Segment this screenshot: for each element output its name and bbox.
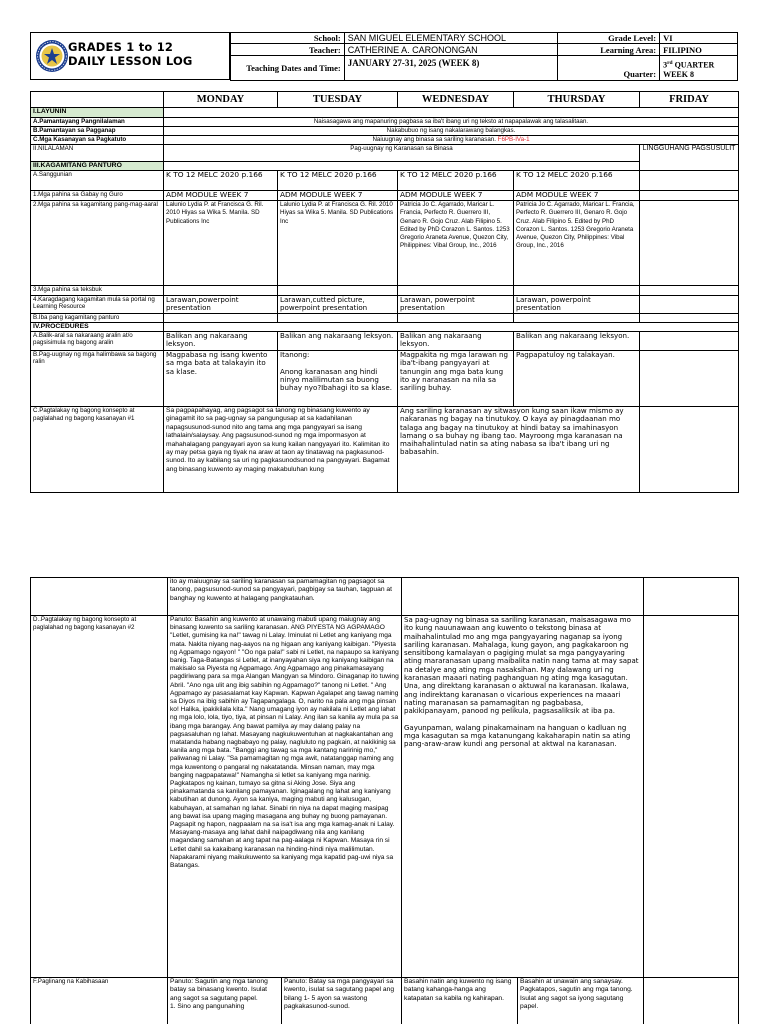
row-label-teksbuk: 3.Mga pahina sa teksbuk: [31, 286, 164, 296]
row-label-iba-pang-kagamitan: B.Iba pang kagamitang panturo: [31, 314, 164, 323]
row-label-pamantayang-pangnilalaman: A.Pamantayang Pangnilalaman: [31, 118, 164, 127]
teksbuk-friday: [640, 286, 739, 296]
sanggunian-thursday: K TO 12 MELC 2020 p.166: [514, 171, 640, 191]
pagtalakay-1-friday: [640, 407, 739, 493]
kasanayan-main: Naiuugnay ang binasa sa sariling karanasan.: [372, 136, 496, 143]
nilalaman-text: Pag-uugnay ng Karanasan sa Binasa: [164, 145, 640, 162]
day-monday: MONDAY: [164, 92, 278, 108]
school-label: School:: [231, 33, 345, 44]
balik-wednesday: Balikan ang nakaraang leksyon.: [398, 332, 514, 351]
sanggunian-wednesday: K TO 12 MELC 2020 p.166: [398, 171, 514, 191]
pagtalakay-2-friday: [644, 616, 739, 978]
kagamitan-friday: [640, 201, 739, 286]
pagtalakay-2-monday-tuesday: Panuto: Basahin ang kuwento at unawaing mabuti upang maiugnay ang binasang kuwento sa sariling karanasan. ANG PIYESTA NG AGPAMAGO "Letlet, gumising ka na!" tawag ni Lalay. Iminulat ni Letlet ang kaniyang mga mata. Nakita niyang nag-aayos na ng higaan ang kaniyang kaibigan. "Piyesta ng Agpamago ngayon! " "Oo nga pala!" sabi ni Letlet, na napaupo sa kaniyang banig. Taga-Batangas si Letlet, at inanyayahan siya ng kaniyang kaibigan na makisalo sa Piyesta ng Agpamago. Ang Agpamago ang pinakamasayang pagdiriwang para sa mga Alangan Mangyan sa Mindoro. Ginaganap ito tuwing Abril. "Ano nga ulit ang ibig sabihin ng Agpamago?" tanong ni Letlet. " Ang Agpamago ay pasasalamat kay Kapwan. Kapwan Agalapet ang tawag naming sa Diyos na ibig sabihin ay Tagapangalaga. O, narito na pala ang mga pinsan ko! Halika, ipakikilala kita." Nang umagang iyon ay nakilala ni Letlet ang lahat ng mga lolo, lola, tiyo, tiya, at pinsan ni Lalay. Ang ilan sa kanila ay mula pa sa ibang mga barangay. Ang bawat pamilya ay may dalang palay na pagsasaluhan ng lahat. Masayang nagkukuwentuhan at nagkakantahan ang matatanda habang nagbabayo ng palay, nagluluto ng pagkain, at nakikinig sa kanila ang mga bata. "Banggi ang tawag sa mga kantang naririnig mo," paliwanag ni Lalay. "Sa pamamagitan ng mga awit, natatanggap naming ang mga kuwentong o pangaral ng nakatatanda. Minsan naman, may mga banging nagpapatawa!" Namangha si letlet sa kaniyang mga narinig. Pagkatapos ng kainan, tumayo sa gitna si Aking Jose. Siya ang pinakamatanda sa kanilang pamayanan. Iginagalang ng lahat ang kaniyang kabutihan at dunong. Ayon sa kaniya, maging mabuti ang kalusugan, kabuhayan, at samahan ng lahat. Sinabi rin niya na dapat maging masipag ang bawat isa upang maging masagana ang buhay ng buong pamayanan. Pagsapit ng hapon, nagpaalam na sa isa't isa ang mga kamag-anak ni Lalay. Masayang-masaya ang lahat dahil naipagdiwang nila ang kanilang magandang samahan at ang tapat na pag-aalaga ni Kapwan. Masaya rin si Letlet dahil sa kakaibang karanasan na hinding-hindi niya malilimutan. Napakarami niyang maikukuwento sa kaniyang mga kapatid pag-uwi niya sa Batangas.: [168, 616, 402, 978]
procedures-blank: [164, 323, 739, 332]
teksbuk-wednesday: [398, 286, 514, 296]
sanggunian-tuesday: K TO 12 MELC 2020 p.166: [278, 171, 398, 191]
dates-label: Teaching Dates and Time:: [231, 56, 345, 81]
continued-wednesday-thursday: [402, 578, 644, 616]
sanggunian-friday: [640, 171, 739, 191]
header: [30, 32, 738, 80]
pagtalakay-2-para-2: Gayunpaman, walang pinakamainam na hanguan o kadluan ng mga kasagutan sa mga katanungang kakaharapin natin sa ating pang-araw-araw kundi ang personal at aktwal na karanasan.: [404, 723, 631, 749]
teksbuk-monday: [164, 286, 278, 296]
teacher-value: CATHERINE A. CARONONGAN: [344, 44, 558, 56]
header-info-table: [230, 32, 738, 81]
teksbuk-tuesday: [278, 286, 398, 296]
row-label-sanggunian: A.Sanggunian: [31, 171, 164, 191]
balik-tuesday: Balikan ang nakaraang leksyon.: [278, 332, 398, 351]
logo-box: [30, 32, 230, 80]
learning-area-label: Learning Area:: [558, 44, 660, 56]
pag-uugnay-friday: [640, 351, 739, 407]
layunin-blank: [164, 108, 739, 118]
row-label-pagtalakay-1: C.Pagtalakay ng bagong konsepto at paglalahad ng bagong kasanayan #1: [31, 407, 164, 493]
kagamitan-wednesday: Patricia Jo C. Agarrado, Maricar L. Francia, Perfecto R. Guerrero III, Genaro R. Gojo Cruz. Alab Filipino 5. Edited by PhD Corazon L. Santos. 1253 Gregorio Araneta Avenue, Quezon City, Philippines: Vibal Group, Inc., 2016: [398, 201, 514, 286]
iba-tuesday: [278, 314, 398, 323]
gabay-wednesday: ADM MODULE WEEK 7: [398, 191, 514, 201]
pagtalakay-2-para-1: Sa pag-ugnay ng binasa sa sariling karanasan, maisasagawa mo ito kung nauunawaan ang kuwento o tekstong binasa at maihahalintulad mo ang mga pangyayaring naganap sa iyong sariling karanasan. Mahalaga, kung gayon, ang pagkakaroon ng sensitibong kamalayan o pagiging mulat sa mga pangyayaring ating mararanasan upang maibalita natin nang tama at may sapat na detalye ang ating mga nasaksihan. May dalawang uri ng karanasan maaari nating paghanguan ng ating mga kasagutan. Una, ang direktang karanasan o aktuwal na karanasan. Ikalawa, ang indirektang karanasan o vicarious experiences na maaari nating maranasan sa pamamagitan ng pagbabasa, pakikipanayam, panood ng pelikula, pagsasaliksik at iba pa.: [404, 616, 639, 716]
grade-value: VI: [660, 33, 738, 44]
row-label-gabay-ng-guro: 1.Mga pahina sa Gabay ng Guro: [31, 191, 164, 201]
gabay-tuesday: ADM MODULE WEEK 7: [278, 191, 398, 201]
portal-wednesday: Larawan, powerpoint presentation: [398, 296, 514, 314]
row-label-pamantayan-sa-pagganap: B.Pamantayan sa Pagganap: [31, 127, 164, 136]
paragraph-spacer: [404, 716, 641, 724]
kabihasaan-thursday: Basahin at unawain ang sanaysay. Pagkatapos, sagutin ang mga tanong. Isulat ang sagot sa iyong sagutang papel.: [518, 978, 644, 1024]
balik-monday: Balikan ang nakaraang leksyon.: [164, 332, 278, 351]
section-layunin: I.LAYUNIN: [31, 108, 164, 118]
lesson-log-page-2: [30, 577, 738, 1024]
pagtalakay-2-wednesday-thursday: [402, 616, 644, 978]
gabay-monday: ADM MODULE WEEK 7: [164, 191, 278, 201]
day-wednesday: WEDNESDAY: [398, 92, 514, 108]
kagamitan-tuesday: Lalunio Lydia P. at Francisca G. Ril. 2010 Hiyas sa Wika 5. Manila. SD Publications Inc: [278, 201, 398, 286]
pagtalakay-1-wednesday-thursday: Ang sariling karanasan ay sitwasyon kung saan ikaw mismo ay nakaranas ng bagay na tinutukoy. O kaya ay pinagdaanan mo talaga ang bagay na tinutukoy at hindi batay sa imahinasyon lamang o sa buhay ng ibang tao. Mayroong mga karanasan na maihahalintulad natin sa ating nabasa sa iba't ibang uri ng babasahin.: [398, 407, 640, 493]
learning-area-value: FILIPINO: [660, 44, 738, 56]
portal-monday: Larawan,powerpoint presentation: [164, 296, 278, 314]
kabihasaan-monday: Panuto: Sagutin ang mga tanong batay sa binasang kwento. Isulat ang sagot sa sagutang papel. 1. Sino ang pangunahing: [168, 978, 282, 1024]
pag-uugnay-thursday: Pagpapatuloy ng talakayan.: [514, 351, 640, 407]
row-label-kasanayan: C.Mga Kasanayan sa Pagkatuto: [31, 136, 164, 145]
log-title-line1: GRADES 1 to 12: [68, 40, 174, 54]
kabihasaan-wednesday: Basahin natin ang kuwento ng isang batang kahanga-hanga ang katapatan sa kabila ng kahirapan.: [402, 978, 518, 1024]
row-label-pag-uugnay: B.Pag-uugnay ng mga halimbawa sa bagong ralin: [31, 351, 164, 407]
teksbuk-thursday: [514, 286, 640, 296]
kabihasaan-friday: [644, 978, 739, 1024]
row-label-pagtalakay-2: D..Pagtalakay ng bagong konsepto at paglalahad ng bagong kasanayan #2: [31, 616, 168, 978]
kagamitan-blank: [164, 162, 640, 171]
portal-friday: [640, 296, 739, 314]
grade-label: Grade Level:: [558, 33, 660, 44]
continued-label-blank: [31, 578, 168, 616]
corner-cell: [31, 92, 164, 108]
day-tuesday: TUESDAY: [278, 92, 398, 108]
row-label-kabihasaan: F.Paglinang na Kabihasaan: [31, 978, 168, 1024]
kagamitan-monday: Lalunio Lydia P. at Francisca G. Ril. 2010 Hiyas sa Wika 5. Manila. SD Publications Inc: [164, 201, 278, 286]
row-label-learning-resource: 4.Karagdagang kagamitan mula sa portal ng Learning Resource: [31, 296, 164, 314]
balik-friday: [640, 332, 739, 351]
pag-uugnay-monday: Magpabasa ng isang kwento sa mga bata at talakayin ito sa klase.: [164, 351, 278, 407]
log-title-line2: DAILY LESSON LOG: [68, 54, 193, 68]
teacher-label: Teacher:: [231, 44, 345, 56]
day-friday: FRIDAY: [640, 92, 739, 108]
pamantayang-pangnilalaman-text: Naisasagawa ang mapanuring pagbasa sa iba't ibang uri ng teksto at napapalawak ang talasalitaan.: [164, 118, 739, 127]
sanggunian-monday: K TO 12 MELC 2020 p.166: [164, 171, 278, 191]
continued-friday: [644, 578, 739, 616]
friday-lingguhang-pagsusulit: LINGGUHANG PAGSUSULIT: [640, 145, 739, 171]
iba-wednesday: [398, 314, 514, 323]
iba-thursday: [514, 314, 640, 323]
iba-friday: [640, 314, 739, 323]
kasanayan-code: F6PB-IVa-1: [497, 136, 530, 143]
row-label-nilalaman: II.NILALAMAN: [31, 145, 164, 162]
quarter-num: 3: [663, 61, 668, 70]
pagtalakay-1-continued: ito ay maiuugnay sa sariling karanasan sa pamamagitan ng pagsagot sa tanong, pagsusunod-sunod sa pangyayari, pagbigay sa tauhan, tagpuan at banghay ng kuwento at halagang pangkatauhan.: [168, 578, 402, 616]
school-value: SAN MIGUEL ELEMENTARY SCHOOL: [344, 33, 558, 44]
gabay-thursday: ADM MODULE WEEK 7: [514, 191, 640, 201]
portal-tuesday: Larawan,cutted picture, powerpoint presentation: [278, 296, 398, 314]
log-title: [68, 40, 193, 68]
portal-thursday: Larawan, powerpoint presentation: [514, 296, 640, 314]
gabay-friday: [640, 191, 739, 201]
iba-monday: [164, 314, 278, 323]
kasanayan-text: [164, 136, 739, 145]
quarter-rest: QUARTER WEEK 8: [663, 61, 715, 79]
pag-uugnay-tuesday: Itanong: Anong karanasan ang hindi ninyo malilimutan sa buong buhay nyo?Ibahagi ito sa klase.: [278, 351, 398, 407]
dates-value: JANUARY 27-31, 2025 (WEEK 8): [344, 56, 558, 81]
section-kagamitang-panturo: III.KAGAMITANG PANTURO: [31, 162, 164, 171]
lesson-grid-page-2: [30, 577, 739, 1024]
day-thursday: THURSDAY: [514, 92, 640, 108]
quarter-label: Quarter:: [558, 56, 660, 81]
deped-seal-icon: [35, 39, 69, 73]
quarter-sup: rd: [667, 60, 673, 67]
pamantayan-sa-pagganap-text: Nakabubuo ng isang nakalarawang balangkas.: [164, 127, 739, 136]
kabihasaan-tuesday: Panuto: Batay sa mga pangyayari sa kwento, isulat sa sagutang papel ang bilang 1- 5 ayon sa wastong pagkakasunod-sunod.: [282, 978, 402, 1024]
lesson-grid-page-1: [30, 91, 739, 493]
balik-thursday: Balikan ang nakaraang leksyon.: [514, 332, 640, 351]
row-label-kagamitang-pang-mag-aaral: 2.Mga pahina sa kagamitang pang-mag-aaral: [31, 201, 164, 286]
pagtalakay-1-monday-tuesday: Sa pagpapahayag, ang pagsagot sa tanong ng binasang kuwento ay ginagamit ito sa pag-ugnay sa pangungusap at sa kadahilanan napagsusunod-sunod nito ang tama ang mga pangyayari sa isang lathalain/salaysay. Ang pagsusunod-sunod ng mga impormasyon at mahahalagang pangyayari ayon sa kung kailan nangyayari ito. Kalimitan ito ay may petsa gaya ng tiyak na araw at taon ay tinatawag na pagkasunod-sunod. Ito ay kabilang sa uri ng pagkasunodsunod na pangyayari. Bagamat ang binasang kuwento ay maging makabuluhan kung: [164, 407, 398, 493]
section-procedures: IV.PROCEDURES: [31, 323, 164, 332]
kagamitan-thursday: Patricia Jo C. Agarrado, Maricar L. Francia, Perfecto R. Guerrero III, Genaro R. Gojo Cruz. Alab Filipino 5. Edited by PhD Corazon L. Santos. 1253 Gregorio Araneta Avenue, Quezon City, Philippines: Vibal Group, Inc., 2016: [514, 201, 640, 286]
quarter-value: [660, 56, 738, 81]
row-label-balik-aral: A.Balik-aral sa nakaraang aralin at/o pagsisimula ng bagong aralin: [31, 332, 164, 351]
pag-uugnay-wednesday: Magpakita ng mga larawan ng iba't-ibang pangyayari at tanungin ang mga bata kung ito ay naranasan na nila sa sariling buhay.: [398, 351, 514, 407]
